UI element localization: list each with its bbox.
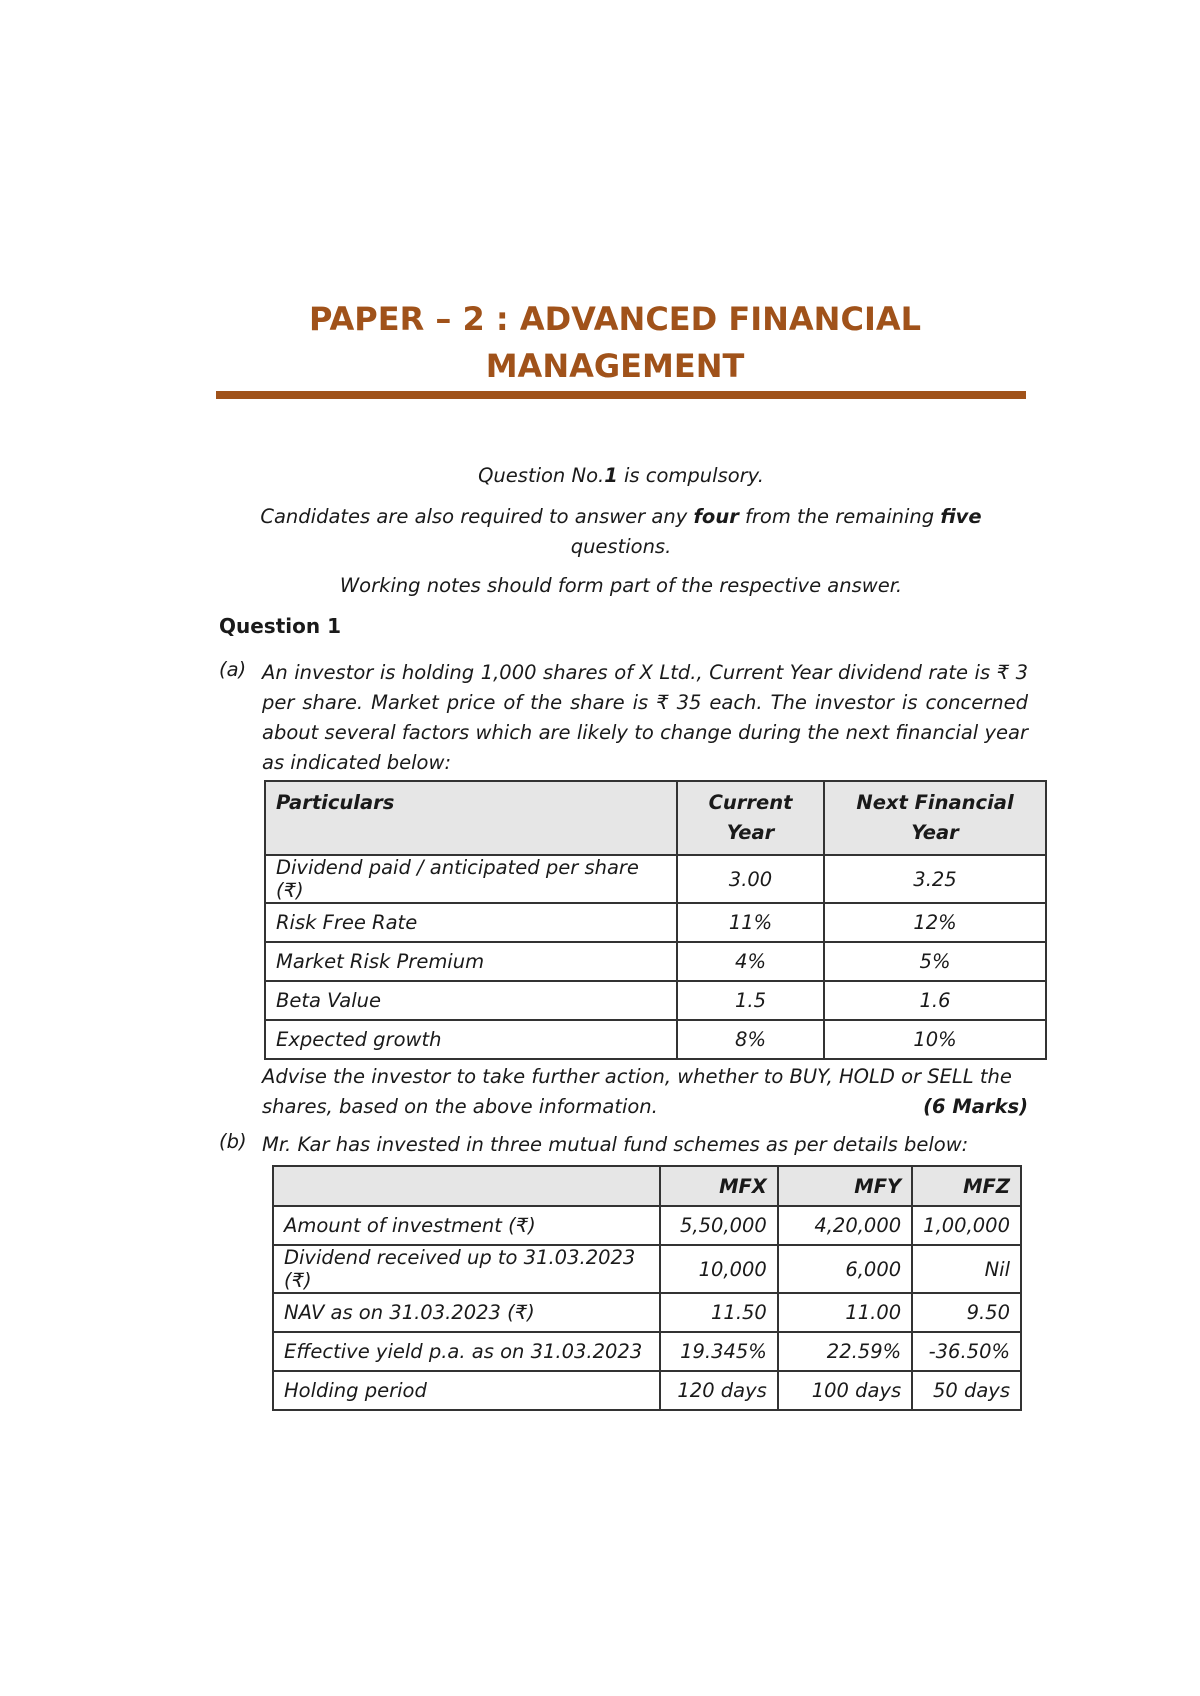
table-cell: 4,20,000 (778, 1206, 912, 1245)
instruction-number: 1 (604, 464, 618, 487)
table-header-row (273, 1166, 1021, 1206)
table-cell: 1.6 (824, 981, 1046, 1020)
table-cell: 11% (677, 903, 824, 942)
table-cell: 5% (824, 942, 1046, 981)
dividend-factors-table (264, 780, 1047, 1060)
column-header: MFY (778, 1166, 912, 1206)
table-cell: Effective yield p.a. as on 31.03.2023 (273, 1332, 660, 1371)
table-cell: 3.00 (677, 855, 824, 903)
table-row (265, 981, 1046, 1020)
table-cell: 4% (677, 942, 824, 981)
table-row (265, 1020, 1046, 1059)
table-cell: Dividend received up to 31.03.2023 (₹) (273, 1245, 660, 1293)
mutual-fund-table (272, 1165, 1022, 1411)
part-a-label: (a) (219, 658, 247, 681)
table-row (265, 855, 1046, 903)
table-cell: Risk Free Rate (265, 903, 677, 942)
paper-title-line2: MANAGEMENT (485, 347, 745, 385)
table-row (265, 903, 1046, 942)
question-heading: Question 1 (219, 614, 341, 638)
table-row (273, 1245, 1021, 1293)
table-cell: 10% (824, 1020, 1046, 1059)
instruction-text: Candidates are also required to answer any (260, 505, 694, 528)
table-cell: 9.50 (912, 1293, 1021, 1332)
table-cell: 3.25 (824, 855, 1046, 903)
table-cell: 6,000 (778, 1245, 912, 1293)
table-cell: 10,000 (660, 1245, 778, 1293)
table-cell: 8% (677, 1020, 824, 1059)
paper-title-line1: PAPER – 2 : ADVANCED FINANCIAL (308, 300, 921, 338)
part-b-text: Mr. Kar has invested in three mutual fund schemes as per details below: (262, 1133, 969, 1156)
instruction-text: questions. (570, 535, 672, 558)
table-cell: 12% (824, 903, 1046, 942)
advise-paragraph (262, 1062, 1028, 1122)
table-cell: 11.50 (660, 1293, 778, 1332)
table-cell: Holding period (273, 1371, 660, 1410)
table-cell: 19.345% (660, 1332, 778, 1371)
table-cell: 120 days (660, 1371, 778, 1410)
table-row (273, 1293, 1021, 1332)
table-cell: Dividend paid / anticipated per share (₹) (265, 855, 677, 903)
table-cell: 11.00 (778, 1293, 912, 1332)
column-header: Particulars (265, 781, 677, 855)
table-cell: NAV as on 31.03.2023 (₹) (273, 1293, 660, 1332)
table-row (273, 1332, 1021, 1371)
column-header: MFZ (912, 1166, 1021, 1206)
instruction-bold: five (940, 505, 982, 528)
table-cell: 50 days (912, 1371, 1021, 1410)
table-row (273, 1371, 1021, 1410)
table-cell: Expected growth (265, 1020, 677, 1059)
table-cell: Amount of investment (₹) (273, 1206, 660, 1245)
column-header (273, 1166, 660, 1206)
table-header-row (265, 781, 1046, 855)
table-cell: Market Risk Premium (265, 942, 677, 981)
instruction-compulsory (216, 461, 1026, 491)
table-cell: 1,00,000 (912, 1206, 1021, 1245)
instruction-text: is compulsory. (617, 464, 764, 487)
instruction-text: from the remaining (738, 505, 941, 528)
column-header: Current Year (677, 781, 824, 855)
table-cell: -36.50% (912, 1332, 1021, 1371)
instruction-text: Question No. (478, 464, 605, 487)
advise-text: Advise the investor to take further action, whether to BUY, HOLD or SELL the shares, based on the above information. (262, 1065, 1012, 1118)
table-cell: 22.59% (778, 1332, 912, 1371)
column-header: MFX (660, 1166, 778, 1206)
instruction-working-notes: Working notes should form part of the respective answer. (339, 574, 903, 597)
table-cell: Nil (912, 1245, 1021, 1293)
table-row (265, 942, 1046, 981)
table-cell: 5,50,000 (660, 1206, 778, 1245)
title-underline (216, 391, 1026, 399)
table-cell: Beta Value (265, 981, 677, 1020)
table-cell: 100 days (778, 1371, 912, 1410)
part-b-label: (b) (219, 1130, 247, 1153)
table-row (273, 1206, 1021, 1245)
instruction-bold: four (693, 505, 739, 528)
part-a-text: An investor is holding 1,000 shares of X Ltd., Current Year dividend rate is ₹ 3 per share. Market price of the share is ₹ 35 each. The investor is concerned about several factors which are likely to change during the next financial year as indicated below: (262, 661, 1028, 774)
instruction-choice (216, 502, 1026, 562)
table-cell: 1.5 (677, 981, 824, 1020)
column-header: Next Financial Year (824, 781, 1046, 855)
marks-label: (6 Marks) (923, 1095, 1028, 1118)
